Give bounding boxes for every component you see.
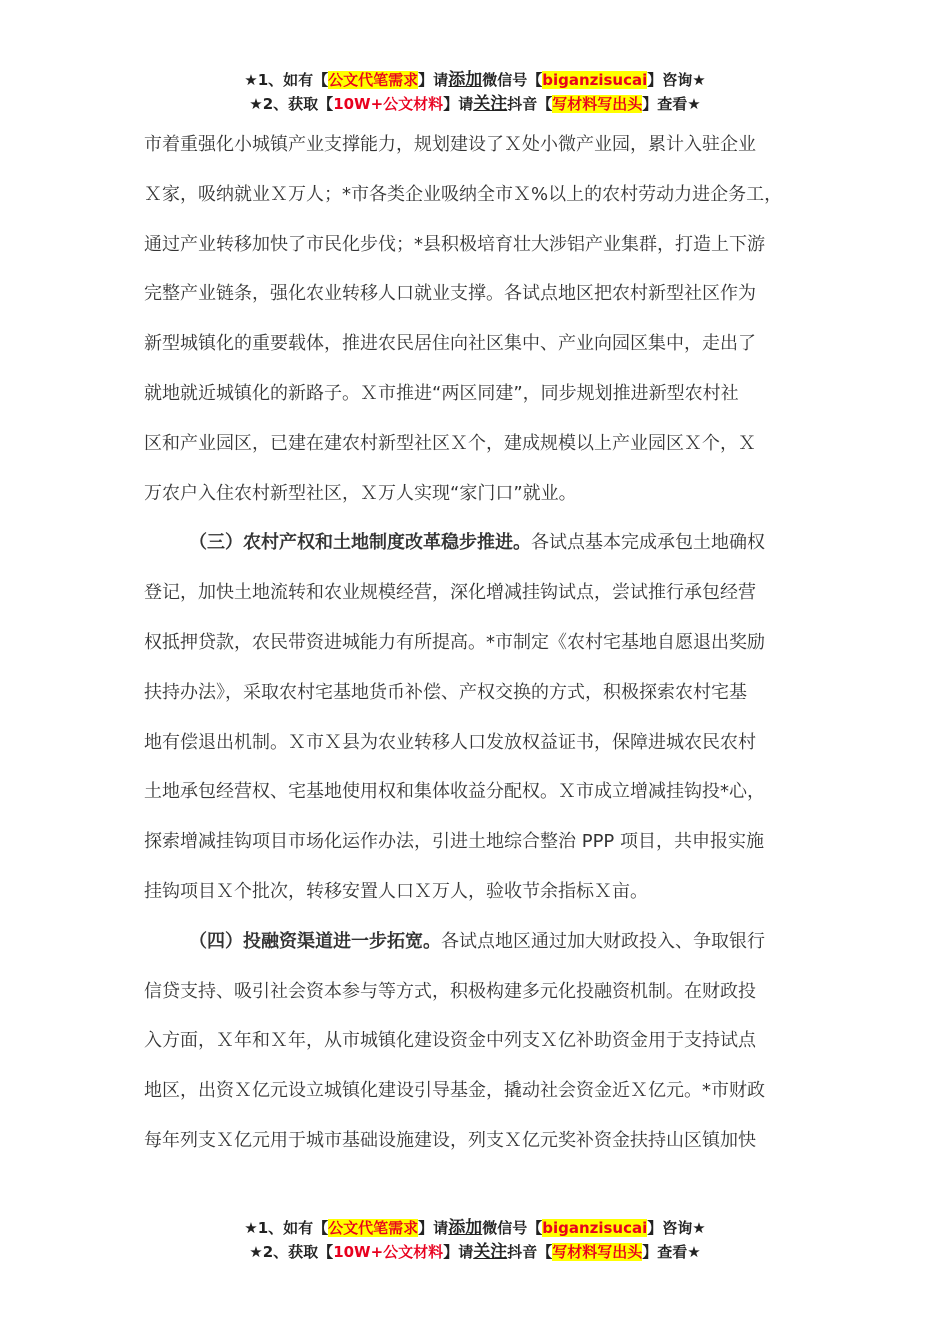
header-line1-highlight: 公文代笔需求: [328, 71, 419, 89]
document-body: [144, 120, 812, 1166]
footer-line1-text: 】请: [418, 1219, 449, 1237]
footer-line1-prefix: ★1、如有【: [244, 1219, 329, 1237]
section-3-first-line: [144, 518, 812, 568]
body-line: 地区，出资Ｘ亿元设立城镇化建设引导基金，撬动社会资金近Ｘ亿元。*市财政: [144, 1080, 765, 1102]
body-line: 每年列支Ｘ亿元用于城市基础设施建设，列支Ｘ亿元奖补资金扶持山区镇加快: [144, 1129, 756, 1151]
header-line1-suffix: 】咨询★: [647, 71, 706, 89]
body-line: 区和产业园区，已建在建农村新型社区Ｘ个，建成规模以上产业园区Ｘ个，Ｘ: [144, 432, 756, 454]
body-line: Ｘ家，吸纳就业Ｘ万人；*市各类企业吸纳全市Ｘ%以上的农村劳动力进企务工，: [144, 183, 783, 205]
header-line2-underline: 关注: [473, 94, 508, 114]
header-line2-suffix: 】查看★: [642, 95, 701, 113]
footer-line2-text: 】请: [443, 1243, 474, 1261]
footer-line2-prefix: ★2、获取【: [249, 1243, 334, 1261]
header-line2-text: 】请: [443, 95, 474, 113]
body-line: 权抵押贷款，农民带资进城能力有所提高。*市制定《农村宅基地自愿退出奖励: [144, 631, 765, 653]
header-wechat-id: biganzisucai: [542, 71, 648, 89]
footer-line1-highlight: 公文代笔需求: [328, 1219, 419, 1237]
footer-line2-text2: 抖音【: [507, 1243, 553, 1261]
section-4-first-line: [144, 917, 812, 967]
body-line: 新型城镇化的重要载体，推进农民居住向社区集中、产业向园区集中，走出了: [144, 333, 756, 355]
footer-douyin-id: 写材料写出头: [552, 1243, 643, 1261]
footer-line1-text2: 微信号【: [482, 1219, 543, 1237]
header-line-1: [0, 68, 950, 92]
body-line: 土地承包经营权、宅基地使用权和集体收益分配权。Ｘ市成立增减挂钩投*心，: [144, 781, 765, 803]
section-4-title: （四）投融资渠道进一步拓宽。: [189, 930, 441, 952]
body-line: 通过产业转移加快了市民化步伐；*县积极培育壮大涉铝产业集群，打造上下游: [144, 233, 765, 255]
footer-line2-highlight: 10W+公文材料: [333, 1243, 444, 1261]
body-line: 登记，加快土地流转和农业规模经营，深化增减挂钩试点，尝试推行承包经营: [144, 582, 756, 604]
footer-line2-underline: 关注: [473, 1242, 508, 1262]
section-3-title: （三）农村产权和土地制度改革稳步推进。: [189, 532, 531, 554]
footer-line1-underline: 添加: [448, 1218, 483, 1238]
header-line1-text2: 微信号【: [482, 71, 543, 89]
body-line: 地有偿退出机制。Ｘ市Ｘ县为农业转移人口发放权益证书，保障进城农民农村: [144, 731, 756, 753]
body-line: 市着重强化小城镇产业支撑能力，规划建设了Ｘ处小微产业园，累计入驻企业: [144, 134, 756, 155]
footer-line-2: [0, 1240, 950, 1264]
footer-line1-suffix: 】咨询★: [647, 1219, 706, 1237]
footer-line-1: [0, 1216, 950, 1240]
body-line: 就地就近城镇化的新路子。Ｘ市推进“两区同建”，同步规划推进新型农村社: [144, 382, 739, 404]
header-line2-prefix: ★2、获取【: [249, 95, 334, 113]
footer-wechat-id: biganzisucai: [542, 1219, 648, 1237]
footer-banner: [0, 1216, 950, 1264]
header-line1-prefix: ★1、如有【: [244, 71, 329, 89]
header-line1-underline: 添加: [448, 70, 483, 90]
header-line-2: [0, 92, 950, 116]
header-banner: [0, 68, 950, 116]
section-4-text: 各试点地区通过加大财政投入、争取银行: [441, 930, 765, 952]
body-line: 入方面，Ｘ年和Ｘ年，从市城镇化建设资金中列支Ｘ亿补助资金用于支持试点: [144, 1030, 756, 1052]
footer-line2-suffix: 】查看★: [642, 1243, 701, 1261]
body-line: 万农户入住农村新型社区，Ｘ万人实现“家门口”就业。: [144, 482, 577, 504]
header-line1-text: 】请: [418, 71, 449, 89]
body-line: 挂钩项目Ｘ个批次，转移安置人口Ｘ万人，验收节余指标Ｘ亩。: [144, 880, 648, 902]
body-line: 信贷支持、吸引社会资本参与等方式，积极构建多元化投融资机制。在财政投: [144, 980, 756, 1002]
body-line: 探索增减挂钩项目市场化运作办法，引进土地综合整治 PPP 项目，共申报实施: [144, 831, 765, 853]
body-line: 扶持办法》，采取农村宅基地货币补偿、产权交换的方式，积极探索农村宅基: [144, 681, 747, 703]
body-line: 完整产业链条，强化农业转移人口就业支撑。各试点地区把农村新型社区作为: [144, 283, 756, 305]
header-line2-highlight: 10W+公文材料: [333, 95, 444, 113]
header-douyin-id: 写材料写出头: [552, 95, 643, 113]
section-3-text: 各试点基本完成承包土地确权: [531, 532, 765, 554]
header-line2-text2: 抖音【: [507, 95, 553, 113]
